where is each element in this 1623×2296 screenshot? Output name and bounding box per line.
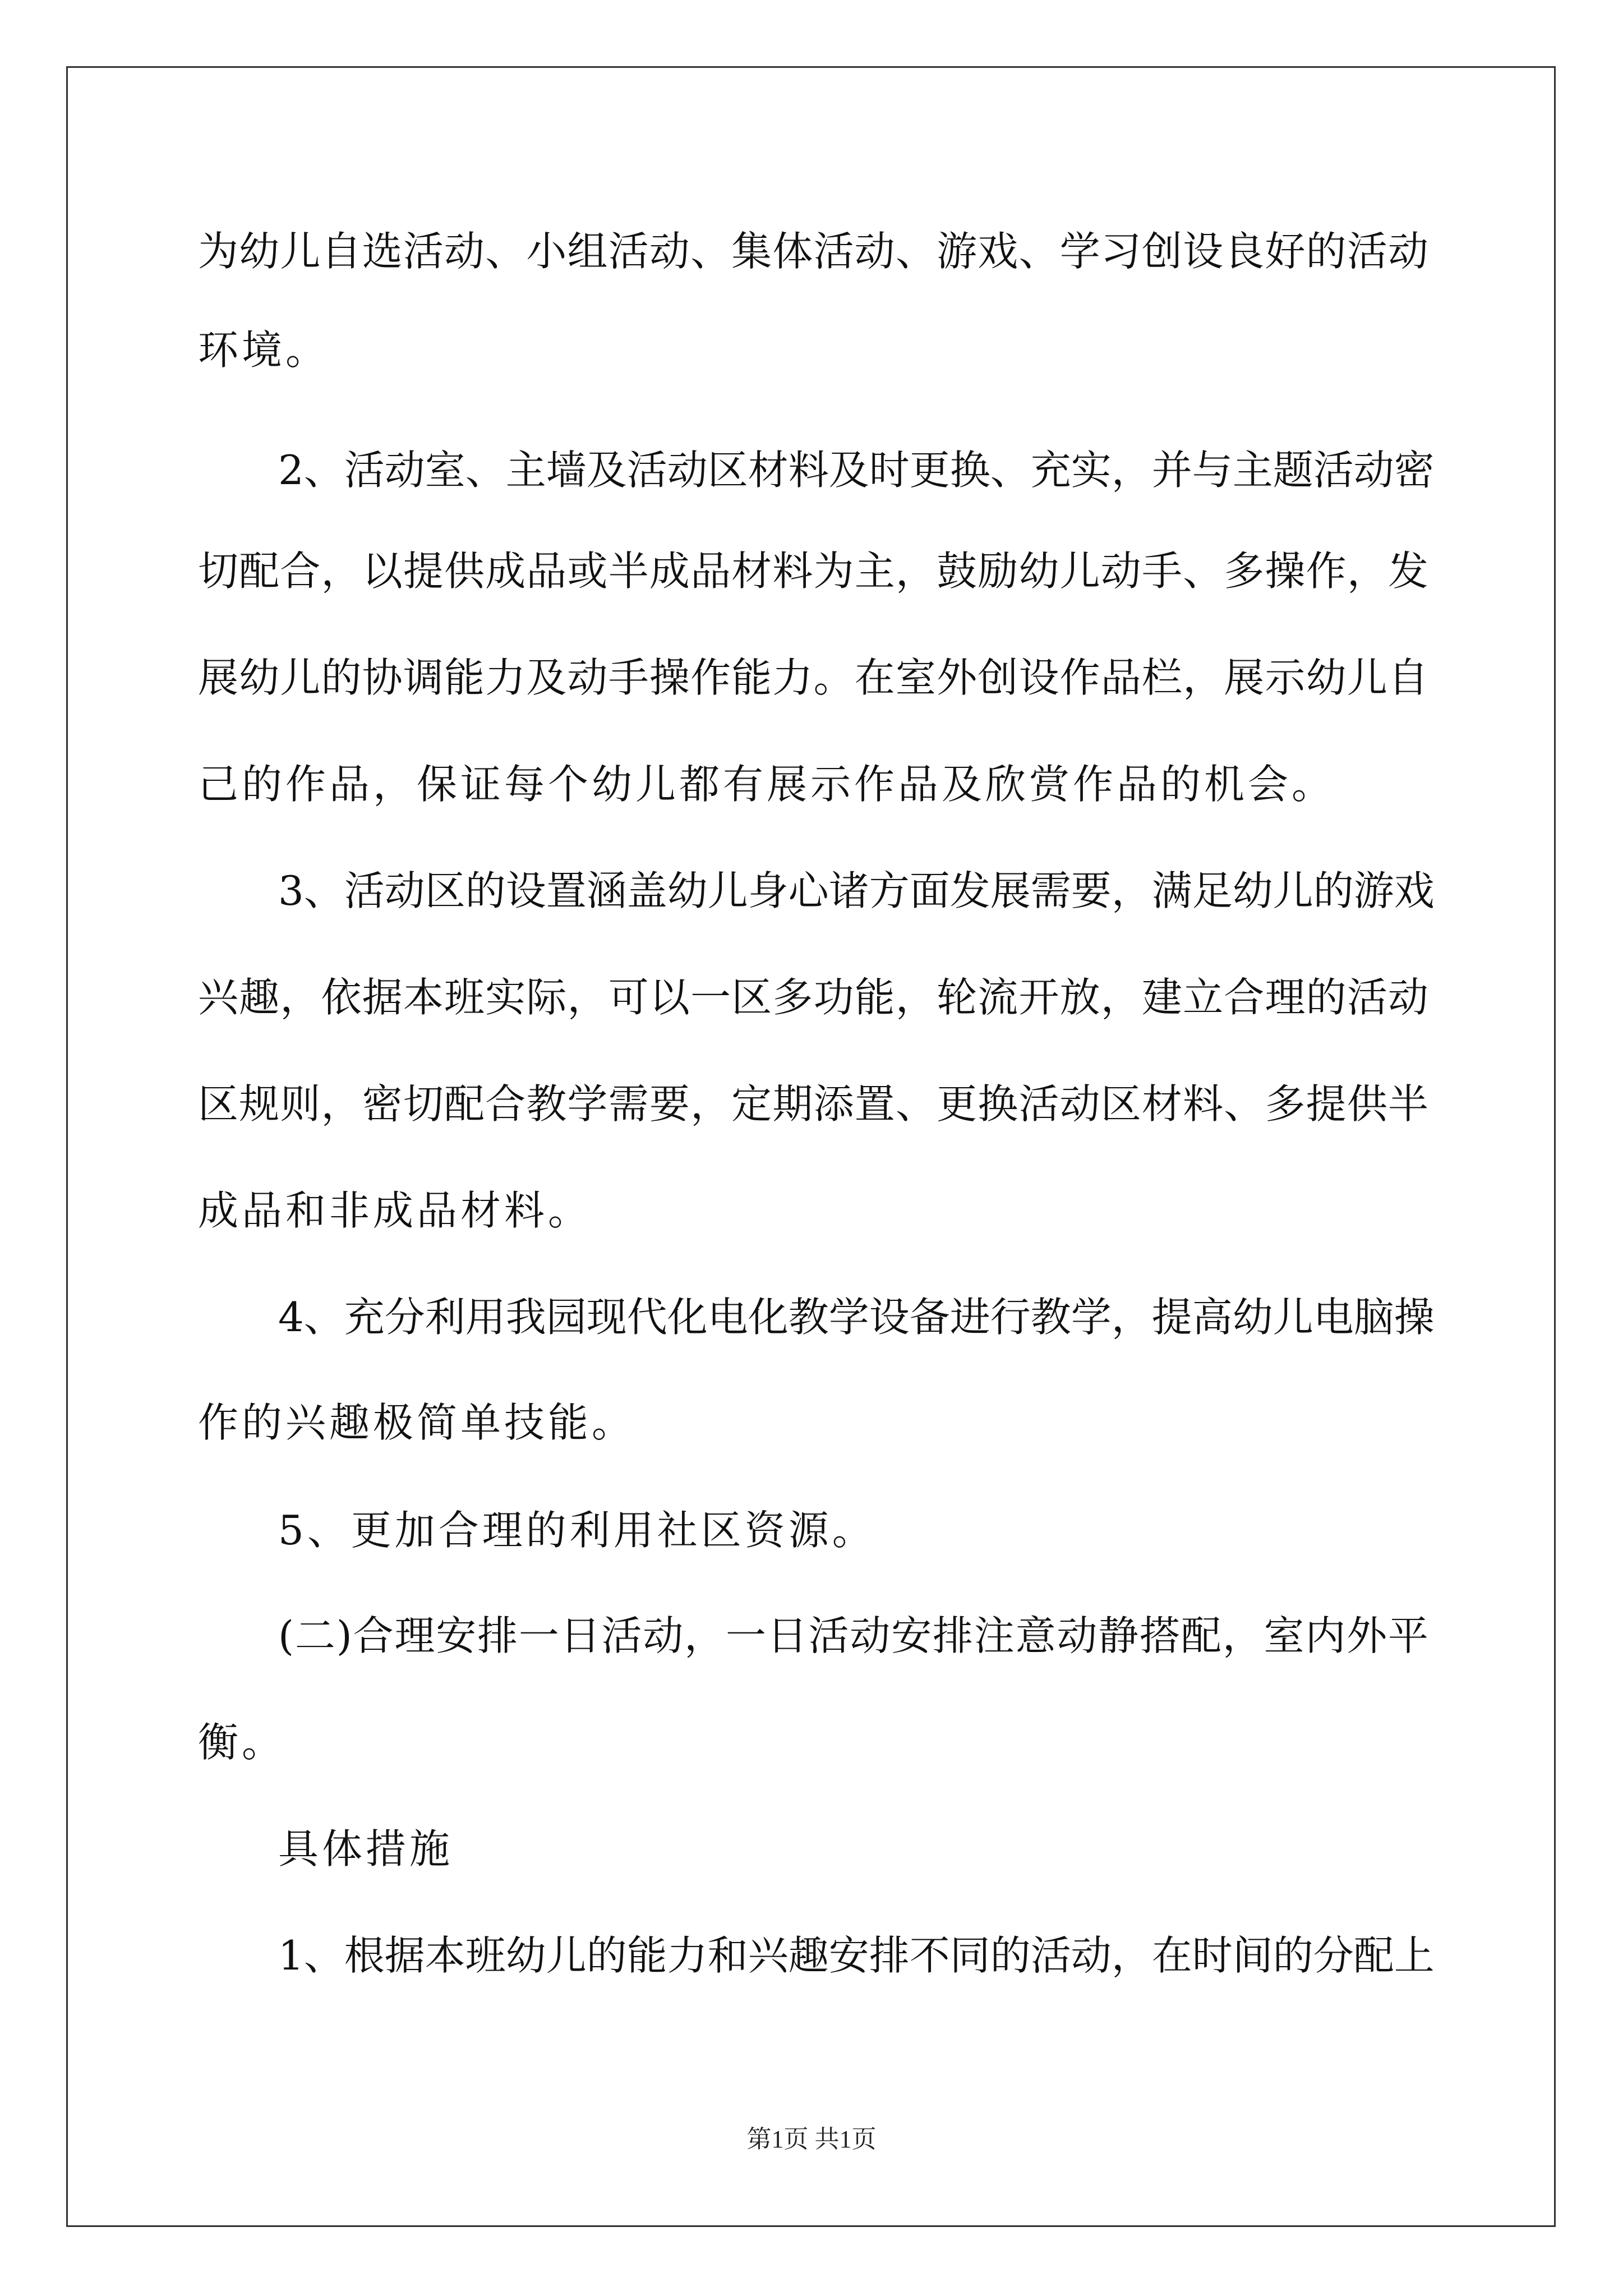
paragraph-line: 环境。 xyxy=(198,326,330,374)
paragraph-line: 4、充分利用我园现代化电化教学设备进行教学，提高幼儿电脑操 xyxy=(278,1294,1435,1341)
paragraph-line: 5、更加合理的利用社区资源。 xyxy=(278,1507,876,1554)
paragraph-line: 作的兴趣极简单技能。 xyxy=(198,1399,636,1446)
paragraph-line: 为幼儿自选活动、小组活动、集体活动、游戏、学习创设良好的活动 xyxy=(198,228,1428,275)
paragraph-line: 衡。 xyxy=(198,1719,286,1766)
page-border xyxy=(66,66,1556,2227)
paragraph-line: 成品和非成品材料。 xyxy=(198,1187,592,1234)
paragraph-line: 2、活动室、主墙及活动区材料及时更换、充实，并与主题活动密 xyxy=(278,447,1435,494)
paragraph-line: (二)合理安排一日活动，一日活动安排注意动静搭配，室内外平 xyxy=(278,1612,1428,1659)
paragraph-line: 己的作品，保证每个幼儿都有展示作品及欣赏作品的机会。 xyxy=(198,761,1336,808)
paragraph-line: 兴趣，依据本班实际，可以一区多功能，轮流开放，建立合理的活动 xyxy=(198,974,1428,1021)
paragraph-line: 1、根据本班幼儿的能力和兴趣安排不同的活动，在时间的分配上 xyxy=(278,1932,1435,1979)
page-footer: 第1页 共1页 xyxy=(746,2125,877,2153)
paragraph-line: 展幼儿的协调能力及动手操作能力。在室外创设作品栏，展示幼儿自 xyxy=(198,654,1428,701)
section-heading: 具体措施 xyxy=(278,1825,454,1872)
paragraph-line: 切配合，以提供成品或半成品材料为主，鼓励幼儿动手、多操作，发 xyxy=(198,547,1428,595)
paragraph-line: 区规则，密切配合教学需要，定期添置、更换活动区材料、多提供半 xyxy=(198,1080,1428,1128)
paragraph-line: 3、活动区的设置涵盖幼儿身心诸方面发展需要，满足幼儿的游戏 xyxy=(278,867,1435,914)
